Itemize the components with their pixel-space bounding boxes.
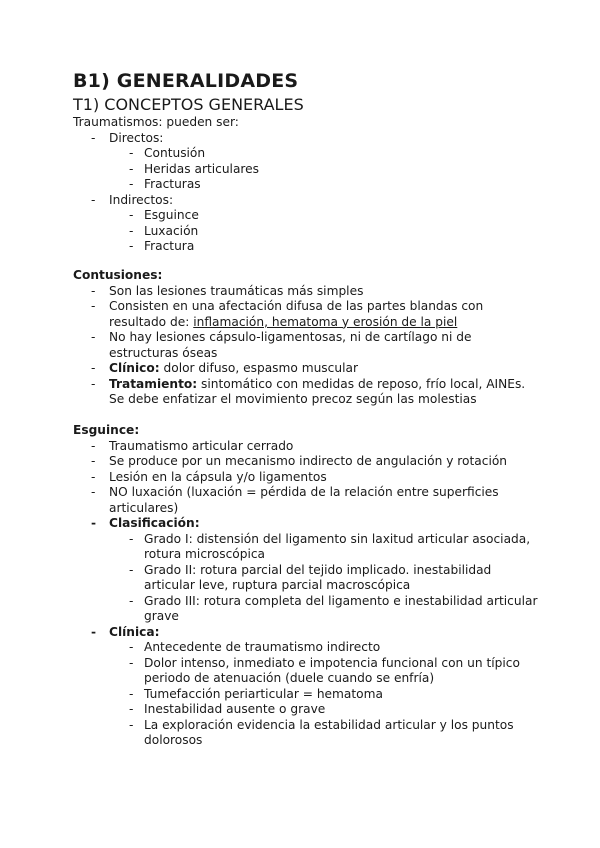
esguince-heading: Esguince: (73, 423, 140, 437)
indirectos-label: Indirectos: (109, 192, 174, 207)
list-item (73, 193, 259, 255)
list-item: - Inestabilidad ausente o grave (73, 702, 543, 718)
clinico-label: Clínico: (109, 361, 160, 375)
contusiones-item2-text: Consisten en una afectación difusa de las partes blandas con resultado de: (109, 299, 484, 329)
list-item: - Dolor intenso, inmediato e impotencia funcional con un típico periodo de atenuación (duele cuando se enfría) (73, 656, 543, 687)
clinico-text: dolor difuso, espasmo muscular (159, 361, 358, 375)
list-item: - Grado I: distensión del ligamento sin laxitud articular asociada, rotura microscópica (73, 532, 543, 563)
tratamiento-text: sintomático con medidas de reposo, frío local, AINEs. Se debe enfatizar el movimiento precoz según las molestias (109, 376, 526, 406)
contusiones-section (73, 268, 543, 408)
list-item: - Grado II: rotura parcial del tejido implicado. inestabilidad articular leve, ruptura parcial macroscópica (73, 563, 543, 594)
list-item: - La exploración evidencia la estabilidad articular y los puntos dolorosos (73, 718, 543, 749)
traumatismos-intro: Traumatismos: pueden ser: (73, 115, 239, 129)
clinica-label: Clínica: (109, 624, 160, 639)
indirectos-list (73, 208, 259, 255)
list-item: - No hay lesiones cápsulo-ligamentosas, ni de cartílago ni de estructuras óseas (73, 330, 543, 361)
directos-list (73, 146, 259, 193)
directos-label: Directos: (109, 130, 164, 145)
list-item (73, 299, 543, 330)
list-item: - Heridas articulares (73, 162, 259, 178)
traumatismos-section (73, 115, 259, 255)
tratamiento-label: Tratamiento: (109, 376, 198, 391)
list-item (73, 516, 543, 625)
esguince-list (73, 439, 543, 749)
list-item: - Grado III: rotura completa del ligamento e inestabilidad articular grave (73, 594, 543, 625)
list-item: - NO luxación (luxación = pérdida de la relación entre superficies articulares) (73, 485, 543, 516)
list-item: - Contusión (73, 146, 259, 162)
clasificacion-label: Clasificación: (109, 516, 200, 530)
list-item (73, 131, 259, 193)
contusiones-list (73, 284, 543, 408)
list-item: - Traumatismo articular cerrado (73, 439, 543, 455)
list-item: - Antecedente de traumatismo indirecto (73, 640, 543, 656)
list-item: - Luxación (73, 224, 259, 240)
list-item: - Se produce por un mecanismo indirecto de angulación y rotación (73, 454, 543, 470)
esguince-section (73, 423, 543, 749)
list-item: - Fractura (73, 239, 259, 255)
contusiones-heading: Contusiones: (73, 268, 163, 282)
list-item (73, 377, 543, 408)
list-item: - Son las lesiones traumáticas más simples (73, 284, 543, 300)
contusiones-item2-underlined: inflamación, hematoma y erosión de la piel (193, 314, 458, 329)
list-item (73, 625, 543, 749)
list-item: - Lesión en la cápsula y/o ligamentos (73, 470, 543, 486)
traumatismos-list (73, 131, 259, 255)
list-item: - Tumefacción periarticular = hematoma (73, 687, 543, 703)
list-item: - Esguince (73, 208, 259, 224)
clasificacion-list (73, 532, 543, 625)
page-title: B1) GENERALIDADES (73, 70, 299, 92)
clinica-list (73, 640, 543, 749)
section-subtitle: T1) CONCEPTOS GENERALES (73, 95, 304, 114)
list-item (73, 361, 543, 377)
list-item: - Fracturas (73, 177, 259, 193)
